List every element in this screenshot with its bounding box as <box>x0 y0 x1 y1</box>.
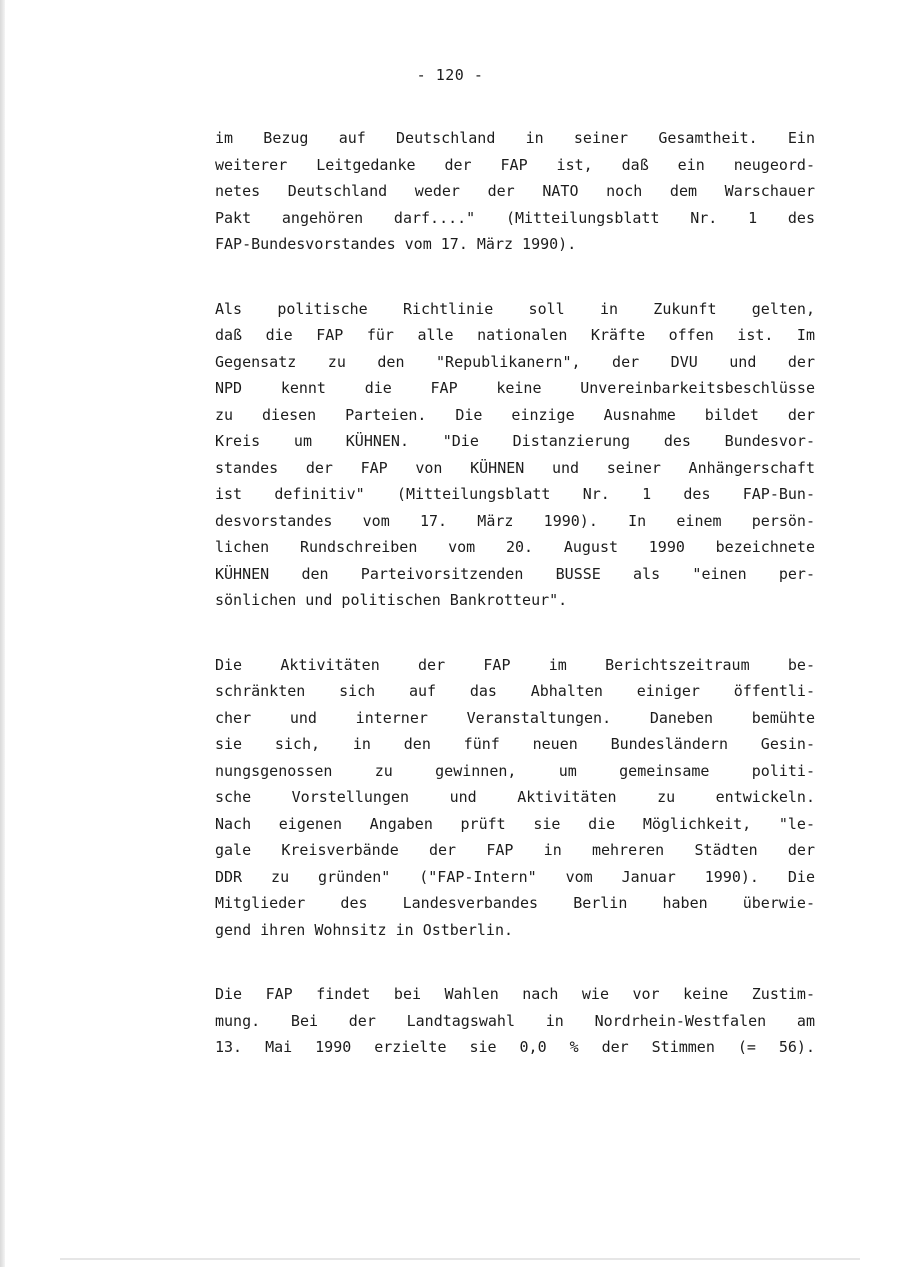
text-line: gend ihren Wohnsitz in Ostberlin. <box>215 920 514 939</box>
text-line: cher und interner Veranstaltungen. Daneben bemühte <box>215 708 815 727</box>
text-line: ist definitiv" (Mitteilungsblatt Nr. 1 des FAP-Bun- <box>215 485 815 503</box>
text-line: sie sich, in den fünf neuen Bundesländern Gesin- <box>215 735 815 753</box>
text-line: NPD kennt die FAP keine Unvereinbarkeitsbeschlüsse <box>215 379 815 397</box>
text-line: Pakt angehören darf...." (Mitteilungsblatt Nr. 1 des <box>215 208 815 227</box>
scan-bottom-edge <box>60 1258 860 1260</box>
text-line: Nach eigenen Angaben prüft sie die Möglichkeit, "le- <box>215 814 815 833</box>
paragraph-3 <box>215 652 815 944</box>
text-line: zu diesen Parteien. Die einzige Ausnahme bildet der <box>215 405 815 424</box>
text-line: Kreis um KÜHNEN. "Die Distanzierung des Bundesvor- <box>215 432 815 450</box>
page-number: - 120 - <box>416 66 484 84</box>
paragraph-1 <box>215 125 815 258</box>
text-line: desvorstandes vom 17. März 1990). In einem persön- <box>215 511 815 530</box>
text-line: Als politische Richtlinie soll in Zukunft gelten, <box>215 299 815 318</box>
text-line: im Bezug auf Deutschland in seiner Gesamtheit. Ein <box>215 129 815 147</box>
text-line: mung. Bei der Landtagswahl in Nordrhein-Westfalen am <box>215 1011 815 1030</box>
text-line: nungsgenossen zu gewinnen, um gemeinsame politi- <box>215 761 815 780</box>
text-line: Die Aktivitäten der FAP im Berichtszeitraum be- <box>215 655 815 674</box>
text-line: DDR zu gründen" ("FAP-Intern" vom Januar 1990). Die <box>215 867 815 886</box>
text-line: 13. Mai 1990 erzielte sie 0,0 % der Stimmen (= 56). <box>215 1038 815 1056</box>
paragraph-4 <box>215 981 815 1061</box>
paragraph-2 <box>215 296 815 614</box>
text-line: lichen Rundschreiben vom 20. August 1990 bezeichnete <box>215 538 815 556</box>
text-line: daß die FAP für alle nationalen Kräfte offen ist. Im <box>215 326 815 344</box>
text-line: KÜHNEN den Parteivorsitzenden BUSSE als "einen per- <box>215 564 815 583</box>
text-line: netes Deutschland weder der NATO noch dem Warschauer <box>215 182 815 200</box>
scan-left-edge <box>0 0 5 1267</box>
text-line: FAP-Bundesvorstandes vom 17. März 1990). <box>215 235 577 253</box>
text-line: Mitglieder des Landesverbandes Berlin haben überwie- <box>215 894 815 912</box>
text-line: schränkten sich auf das Abhalten einiger öffentli- <box>215 682 815 700</box>
text-line: standes der FAP von KÜHNEN und seiner Anhängerschaft <box>215 458 815 477</box>
text-line: weiterer Leitgedanke der FAP ist, daß ein neugeord- <box>215 155 815 174</box>
text-line: Gegensatz zu den "Republikanern", der DVU und der <box>215 352 815 371</box>
text-line: gale Kreisverbände der FAP in mehreren Städten der <box>215 841 815 859</box>
body-text <box>215 125 815 1099</box>
text-line: sche Vorstellungen und Aktivitäten zu entwickeln. <box>215 788 815 806</box>
text-line: Die FAP findet bei Wahlen nach wie vor keine Zustim- <box>215 985 815 1003</box>
text-line: sönlichen und politischen Bankrotteur". <box>215 591 568 609</box>
